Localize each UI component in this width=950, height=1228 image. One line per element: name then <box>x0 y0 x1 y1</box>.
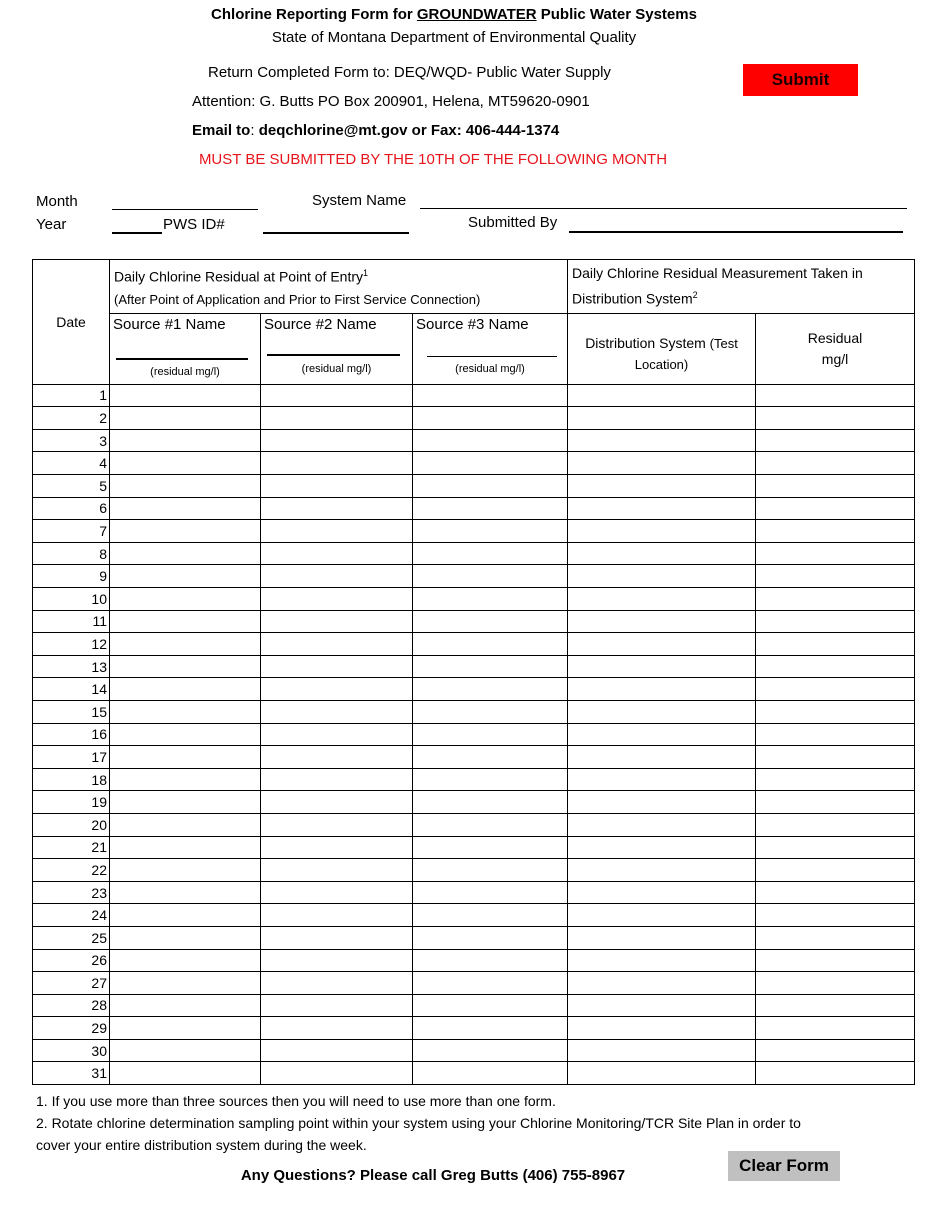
source-3-header <box>413 313 568 384</box>
source-1-residual-cell[interactable] <box>110 813 261 836</box>
source-1-residual-cell[interactable] <box>110 565 261 588</box>
residual-value-cell[interactable] <box>756 610 915 633</box>
source-3-residual-cell[interactable] <box>413 791 568 814</box>
source-3-residual-cell[interactable] <box>413 859 568 882</box>
source-3-residual-cell[interactable] <box>413 678 568 701</box>
distribution-location-cell[interactable] <box>568 926 756 949</box>
day-number: 3 <box>33 429 110 452</box>
dist-title: Daily Chlorine Residual Measurement Taken in Distribution System <box>572 265 863 307</box>
table-row <box>33 723 915 746</box>
day-number: 12 <box>33 633 110 656</box>
residual-value-cell[interactable] <box>756 542 915 565</box>
day-number: 29 <box>33 1017 110 1040</box>
title-suffix: Public Water Systems <box>536 6 697 23</box>
table-row <box>33 700 915 723</box>
source-2-residual-cell[interactable] <box>261 475 413 498</box>
distribution-location-cell[interactable] <box>568 859 756 882</box>
day-number: 26 <box>33 949 110 972</box>
source-3-residual-cell[interactable] <box>413 475 568 498</box>
table-row <box>33 1039 915 1062</box>
source-2-residual-cell[interactable] <box>261 949 413 972</box>
day-number: 20 <box>33 813 110 836</box>
source-2-residual-cell[interactable] <box>261 610 413 633</box>
residual-value-cell[interactable] <box>756 429 915 452</box>
submit-button[interactable]: Submit <box>743 64 858 96</box>
source-1-residual-cell[interactable] <box>110 791 261 814</box>
source-1-residual-cell[interactable] <box>110 497 261 520</box>
residual-value-cell[interactable] <box>756 791 915 814</box>
source-3-residual-cell[interactable] <box>413 610 568 633</box>
source-2-unit: (residual mg/l) <box>301 362 372 375</box>
table-row <box>33 520 915 543</box>
distribution-location-cell[interactable] <box>568 1062 756 1085</box>
table-row <box>33 746 915 769</box>
day-number: 5 <box>33 475 110 498</box>
day-number: 16 <box>33 723 110 746</box>
residual-value-cell[interactable] <box>756 1039 915 1062</box>
source-2-residual-cell[interactable] <box>261 1017 413 1040</box>
source-2-residual-cell[interactable] <box>261 633 413 656</box>
table-row <box>33 836 915 859</box>
submitted-by-label: Submitted By <box>468 214 558 231</box>
table-row <box>33 768 915 791</box>
table-row <box>33 1062 915 1085</box>
month-input[interactable] <box>112 191 258 210</box>
day-number: 4 <box>33 452 110 475</box>
residual-value-cell[interactable] <box>756 949 915 972</box>
source-2-residual-cell[interactable] <box>261 746 413 769</box>
system-name-label: System Name <box>312 192 407 209</box>
source-1-name-line[interactable] <box>116 358 248 360</box>
residual-value-cell[interactable] <box>756 700 915 723</box>
day-number: 8 <box>33 542 110 565</box>
source-3-residual-cell[interactable] <box>413 1062 568 1085</box>
day-number: 23 <box>33 881 110 904</box>
source-1-residual-cell[interactable] <box>110 859 261 882</box>
day-number: 2 <box>33 407 110 430</box>
distribution-location-cell[interactable] <box>568 813 756 836</box>
distribution-location-cell[interactable] <box>568 881 756 904</box>
source-2-residual-cell[interactable] <box>261 926 413 949</box>
source-3-residual-cell[interactable] <box>413 565 568 588</box>
day-number: 10 <box>33 588 110 611</box>
distribution-location-cell[interactable] <box>568 949 756 972</box>
source-1-residual-cell[interactable] <box>110 949 261 972</box>
title-prefix: Chlorine Reporting Form for <box>211 6 417 23</box>
source-1-residual-cell[interactable] <box>110 746 261 769</box>
source-3-residual-cell[interactable] <box>413 949 568 972</box>
poe-subtitle: (After Point of Application and Prior to First Service Connection) <box>114 291 481 307</box>
distribution-location-cell[interactable] <box>568 904 756 927</box>
source-1-residual-cell[interactable] <box>110 633 261 656</box>
day-number: 11 <box>33 610 110 633</box>
point-of-entry-header <box>110 260 568 314</box>
source-1-residual-cell[interactable] <box>110 475 261 498</box>
distribution-location-cell[interactable] <box>568 1017 756 1040</box>
source-1-residual-cell[interactable] <box>110 542 261 565</box>
department-subtitle: State of Montana Department of Environmental Quality <box>271 29 637 46</box>
table-row <box>33 633 915 656</box>
source-1-residual-cell[interactable] <box>110 836 261 859</box>
email-fax-value: deqchlorine@mt.gov or Fax: 406-444-1374 <box>258 122 560 139</box>
submitted-by-input[interactable] <box>569 213 903 233</box>
table-row <box>33 542 915 565</box>
table-row <box>33 791 915 814</box>
source-3-residual-cell[interactable] <box>413 881 568 904</box>
day-number: 17 <box>33 746 110 769</box>
table-row <box>33 926 915 949</box>
distribution-location-cell[interactable] <box>568 588 756 611</box>
source-1-residual-cell[interactable] <box>110 407 261 430</box>
day-number: 14 <box>33 678 110 701</box>
source-1-residual-cell[interactable] <box>110 452 261 475</box>
day-number: 25 <box>33 926 110 949</box>
questions-contact: Any Questions? Please call Greg Butts (406) 755-8967 <box>240 1167 626 1184</box>
pws-id-label: PWS ID# <box>163 216 225 233</box>
footnote-2-mark: 2 <box>692 290 698 300</box>
residual-header <box>756 313 915 384</box>
distribution-header <box>568 260 915 314</box>
residual-value-cell[interactable] <box>756 813 915 836</box>
distribution-location-cell[interactable] <box>568 700 756 723</box>
day-number: 22 <box>33 859 110 882</box>
table-row <box>33 994 915 1017</box>
distribution-location-cell[interactable] <box>568 994 756 1017</box>
table-row <box>33 588 915 611</box>
residual-value-cell[interactable] <box>756 452 915 475</box>
day-number: 9 <box>33 565 110 588</box>
residual-unit-label: mg/l <box>821 350 849 367</box>
source-1-residual-cell[interactable] <box>110 768 261 791</box>
distribution-location-cell[interactable] <box>568 610 756 633</box>
distribution-location-cell[interactable] <box>568 633 756 656</box>
source-3-residual-cell[interactable] <box>413 813 568 836</box>
distribution-location-cell[interactable] <box>568 1039 756 1062</box>
day-number: 27 <box>33 972 110 995</box>
residual-value-cell[interactable] <box>756 994 915 1017</box>
residual-value-cell[interactable] <box>756 1062 915 1085</box>
residual-value-cell[interactable] <box>756 384 915 407</box>
residual-value-cell[interactable] <box>756 407 915 430</box>
day-rows <box>33 384 915 1084</box>
source-1-residual-cell[interactable] <box>110 655 261 678</box>
chlorine-residual-table <box>32 259 915 1085</box>
source-2-residual-cell[interactable] <box>261 452 413 475</box>
source-3-residual-cell[interactable] <box>413 497 568 520</box>
distribution-location-cell[interactable] <box>568 791 756 814</box>
distribution-location-cell[interactable] <box>568 565 756 588</box>
table-row <box>33 972 915 995</box>
residual-value-cell[interactable] <box>756 723 915 746</box>
day-number: 19 <box>33 791 110 814</box>
source-2-name-line[interactable] <box>267 354 400 356</box>
residual-value-cell[interactable] <box>756 588 915 611</box>
source-1-residual-cell[interactable] <box>110 700 261 723</box>
distribution-location-cell[interactable] <box>568 520 756 543</box>
residual-value-cell[interactable] <box>756 881 915 904</box>
table-row <box>33 565 915 588</box>
source-2-residual-cell[interactable] <box>261 904 413 927</box>
source-3-residual-cell[interactable] <box>413 723 568 746</box>
residual-value-cell[interactable] <box>756 768 915 791</box>
table-row <box>33 452 915 475</box>
residual-value-cell[interactable] <box>756 633 915 656</box>
source-2-residual-cell[interactable] <box>261 588 413 611</box>
source-1-residual-cell[interactable] <box>110 384 261 407</box>
month-label: Month <box>36 193 78 210</box>
day-number: 7 <box>33 520 110 543</box>
source-1-residual-cell[interactable] <box>110 972 261 995</box>
distribution-system-header <box>568 313 756 384</box>
source-2-residual-cell[interactable] <box>261 791 413 814</box>
source-3-residual-cell[interactable] <box>413 407 568 430</box>
table-row <box>33 384 915 407</box>
source-2-residual-cell[interactable] <box>261 678 413 701</box>
date-header: Date <box>33 260 110 385</box>
source-1-residual-cell[interactable] <box>110 994 261 1017</box>
source-3-unit: (residual mg/l) <box>455 362 525 375</box>
source-2-residual-cell[interactable] <box>261 542 413 565</box>
source-1-residual-cell[interactable] <box>110 881 261 904</box>
source-1-header <box>110 313 261 384</box>
source-2-residual-cell[interactable] <box>261 836 413 859</box>
source-3-residual-cell[interactable] <box>413 452 568 475</box>
residual-value-cell[interactable] <box>756 904 915 927</box>
distribution-location-cell[interactable] <box>568 542 756 565</box>
source-1-residual-cell[interactable] <box>110 678 261 701</box>
source-3-residual-cell[interactable] <box>413 1039 568 1062</box>
distribution-location-cell[interactable] <box>568 452 756 475</box>
source-2-residual-cell[interactable] <box>261 859 413 882</box>
source-2-residual-cell[interactable] <box>261 700 413 723</box>
day-number: 24 <box>33 904 110 927</box>
source-2-residual-cell[interactable] <box>261 407 413 430</box>
source-2-residual-cell[interactable] <box>261 429 413 452</box>
source-1-unit: (residual mg/l) <box>150 365 220 378</box>
return-address: Return Completed Form to: DEQ/WQD- Public Water Supply <box>208 64 611 81</box>
distribution-location-cell[interactable] <box>568 655 756 678</box>
table-row <box>33 407 915 430</box>
title-groundwater: GROUNDWATER <box>416 6 537 23</box>
table-row <box>33 1017 915 1040</box>
distribution-location-cell[interactable] <box>568 678 756 701</box>
source-2-residual-cell[interactable] <box>261 1039 413 1062</box>
source-3-residual-cell[interactable] <box>413 746 568 769</box>
residual-value-cell[interactable] <box>756 520 915 543</box>
source-2-residual-cell[interactable] <box>261 768 413 791</box>
day-number: 1 <box>33 384 110 407</box>
source-1-residual-cell[interactable] <box>110 610 261 633</box>
source-2-label: Source #2 Name <box>264 315 377 333</box>
residual-label: Residual <box>807 329 863 346</box>
residual-value-cell[interactable] <box>756 655 915 678</box>
source-3-residual-cell[interactable] <box>413 926 568 949</box>
source-3-residual-cell[interactable] <box>413 429 568 452</box>
distribution-location-cell[interactable] <box>568 972 756 995</box>
source-3-residual-cell[interactable] <box>413 768 568 791</box>
source-3-residual-cell[interactable] <box>413 1017 568 1040</box>
day-number: 30 <box>33 1039 110 1062</box>
day-number: 15 <box>33 700 110 723</box>
footnote-1: 1. If you use more than three sources then you will need to use more than one form. <box>36 1093 556 1109</box>
deadline-notice: MUST BE SUBMITTED BY THE 10TH OF THE FOLLOWING MONTH <box>198 151 668 168</box>
email-colon: : <box>250 122 259 139</box>
source-3-residual-cell[interactable] <box>413 655 568 678</box>
residual-value-cell[interactable] <box>756 836 915 859</box>
table-row <box>33 429 915 452</box>
dist-col-sublabel: (Test Location) <box>634 335 738 372</box>
source-1-residual-cell[interactable] <box>110 723 261 746</box>
day-number: 28 <box>33 994 110 1017</box>
distribution-location-cell[interactable] <box>568 746 756 769</box>
source-3-residual-cell[interactable] <box>413 700 568 723</box>
form-title <box>0 6 908 23</box>
source-2-residual-cell[interactable] <box>261 723 413 746</box>
email-fax-line <box>192 122 559 139</box>
distribution-location-cell[interactable] <box>568 407 756 430</box>
dist-col-label: Distribution System <box>585 334 710 351</box>
day-number: 21 <box>33 836 110 859</box>
source-3-residual-cell[interactable] <box>413 836 568 859</box>
distribution-location-cell[interactable] <box>568 836 756 859</box>
footnote-1-mark: 1 <box>363 268 369 278</box>
source-1-residual-cell[interactable] <box>110 1062 261 1085</box>
source-3-residual-cell[interactable] <box>413 588 568 611</box>
source-3-residual-cell[interactable] <box>413 633 568 656</box>
source-3-residual-cell[interactable] <box>413 972 568 995</box>
source-2-residual-cell[interactable] <box>261 1062 413 1085</box>
source-2-residual-cell[interactable] <box>261 881 413 904</box>
source-2-residual-cell[interactable] <box>261 384 413 407</box>
source-3-residual-cell[interactable] <box>413 542 568 565</box>
distribution-location-cell[interactable] <box>568 497 756 520</box>
footnote-2-line-2: cover your entire distribution system during the week. <box>36 1137 367 1153</box>
source-2-residual-cell[interactable] <box>261 497 413 520</box>
residual-value-cell[interactable] <box>756 475 915 498</box>
source-2-residual-cell[interactable] <box>261 565 413 588</box>
system-name-input[interactable] <box>420 190 907 209</box>
source-3-residual-cell[interactable] <box>413 520 568 543</box>
table-row <box>33 655 915 678</box>
pws-id-input[interactable] <box>263 214 409 234</box>
table-row <box>33 610 915 633</box>
source-1-residual-cell[interactable] <box>110 926 261 949</box>
source-3-name-line[interactable] <box>427 356 557 357</box>
attention-line: Attention: G. Butts PO Box 200901, Helena, MT59620-0901 <box>192 93 590 110</box>
day-number: 18 <box>33 768 110 791</box>
source-3-residual-cell[interactable] <box>413 384 568 407</box>
distribution-location-cell[interactable] <box>568 429 756 452</box>
footnote-2-line-1: 2. Rotate chlorine determination sampling point within your system using your Chlorine Monitoring/TCR Site Plan in order to <box>36 1115 801 1131</box>
source-2-residual-cell[interactable] <box>261 520 413 543</box>
poe-title: Daily Chlorine Residual at Point of Entry <box>114 268 364 285</box>
distribution-location-cell[interactable] <box>568 723 756 746</box>
clear-form-button[interactable]: Clear Form <box>728 1151 840 1181</box>
distribution-location-cell[interactable] <box>568 475 756 498</box>
source-3-residual-cell[interactable] <box>413 904 568 927</box>
residual-value-cell[interactable] <box>756 1017 915 1040</box>
table-row <box>33 678 915 701</box>
year-input[interactable] <box>112 214 162 234</box>
residual-value-cell[interactable] <box>756 497 915 520</box>
distribution-location-cell[interactable] <box>568 768 756 791</box>
residual-value-cell[interactable] <box>756 678 915 701</box>
source-2-residual-cell[interactable] <box>261 994 413 1017</box>
year-label: Year <box>36 216 67 233</box>
source-2-residual-cell[interactable] <box>261 655 413 678</box>
source-1-residual-cell[interactable] <box>110 520 261 543</box>
distribution-location-cell[interactable] <box>568 384 756 407</box>
source-1-residual-cell[interactable] <box>110 429 261 452</box>
source-2-residual-cell[interactable] <box>261 813 413 836</box>
source-1-residual-cell[interactable] <box>110 1017 261 1040</box>
residual-value-cell[interactable] <box>756 972 915 995</box>
residual-value-cell[interactable] <box>756 926 915 949</box>
source-2-residual-cell[interactable] <box>261 972 413 995</box>
day-number: 13 <box>33 655 110 678</box>
table-row <box>33 904 915 927</box>
day-number: 6 <box>33 497 110 520</box>
table-row <box>33 881 915 904</box>
source-1-residual-cell[interactable] <box>110 904 261 927</box>
table-row <box>33 475 915 498</box>
email-label: Email to <box>192 122 251 139</box>
source-3-residual-cell[interactable] <box>413 994 568 1017</box>
source-2-header <box>261 313 413 384</box>
source-1-residual-cell[interactable] <box>110 588 261 611</box>
residual-value-cell[interactable] <box>756 859 915 882</box>
day-number: 31 <box>33 1062 110 1085</box>
table-row <box>33 497 915 520</box>
residual-value-cell[interactable] <box>756 746 915 769</box>
table-row <box>33 949 915 972</box>
source-1-label: Source #1 Name <box>113 315 226 333</box>
table-row <box>33 813 915 836</box>
source-1-residual-cell[interactable] <box>110 1039 261 1062</box>
source-3-label: Source #3 Name <box>416 315 529 333</box>
residual-value-cell[interactable] <box>756 565 915 588</box>
table-row <box>33 859 915 882</box>
